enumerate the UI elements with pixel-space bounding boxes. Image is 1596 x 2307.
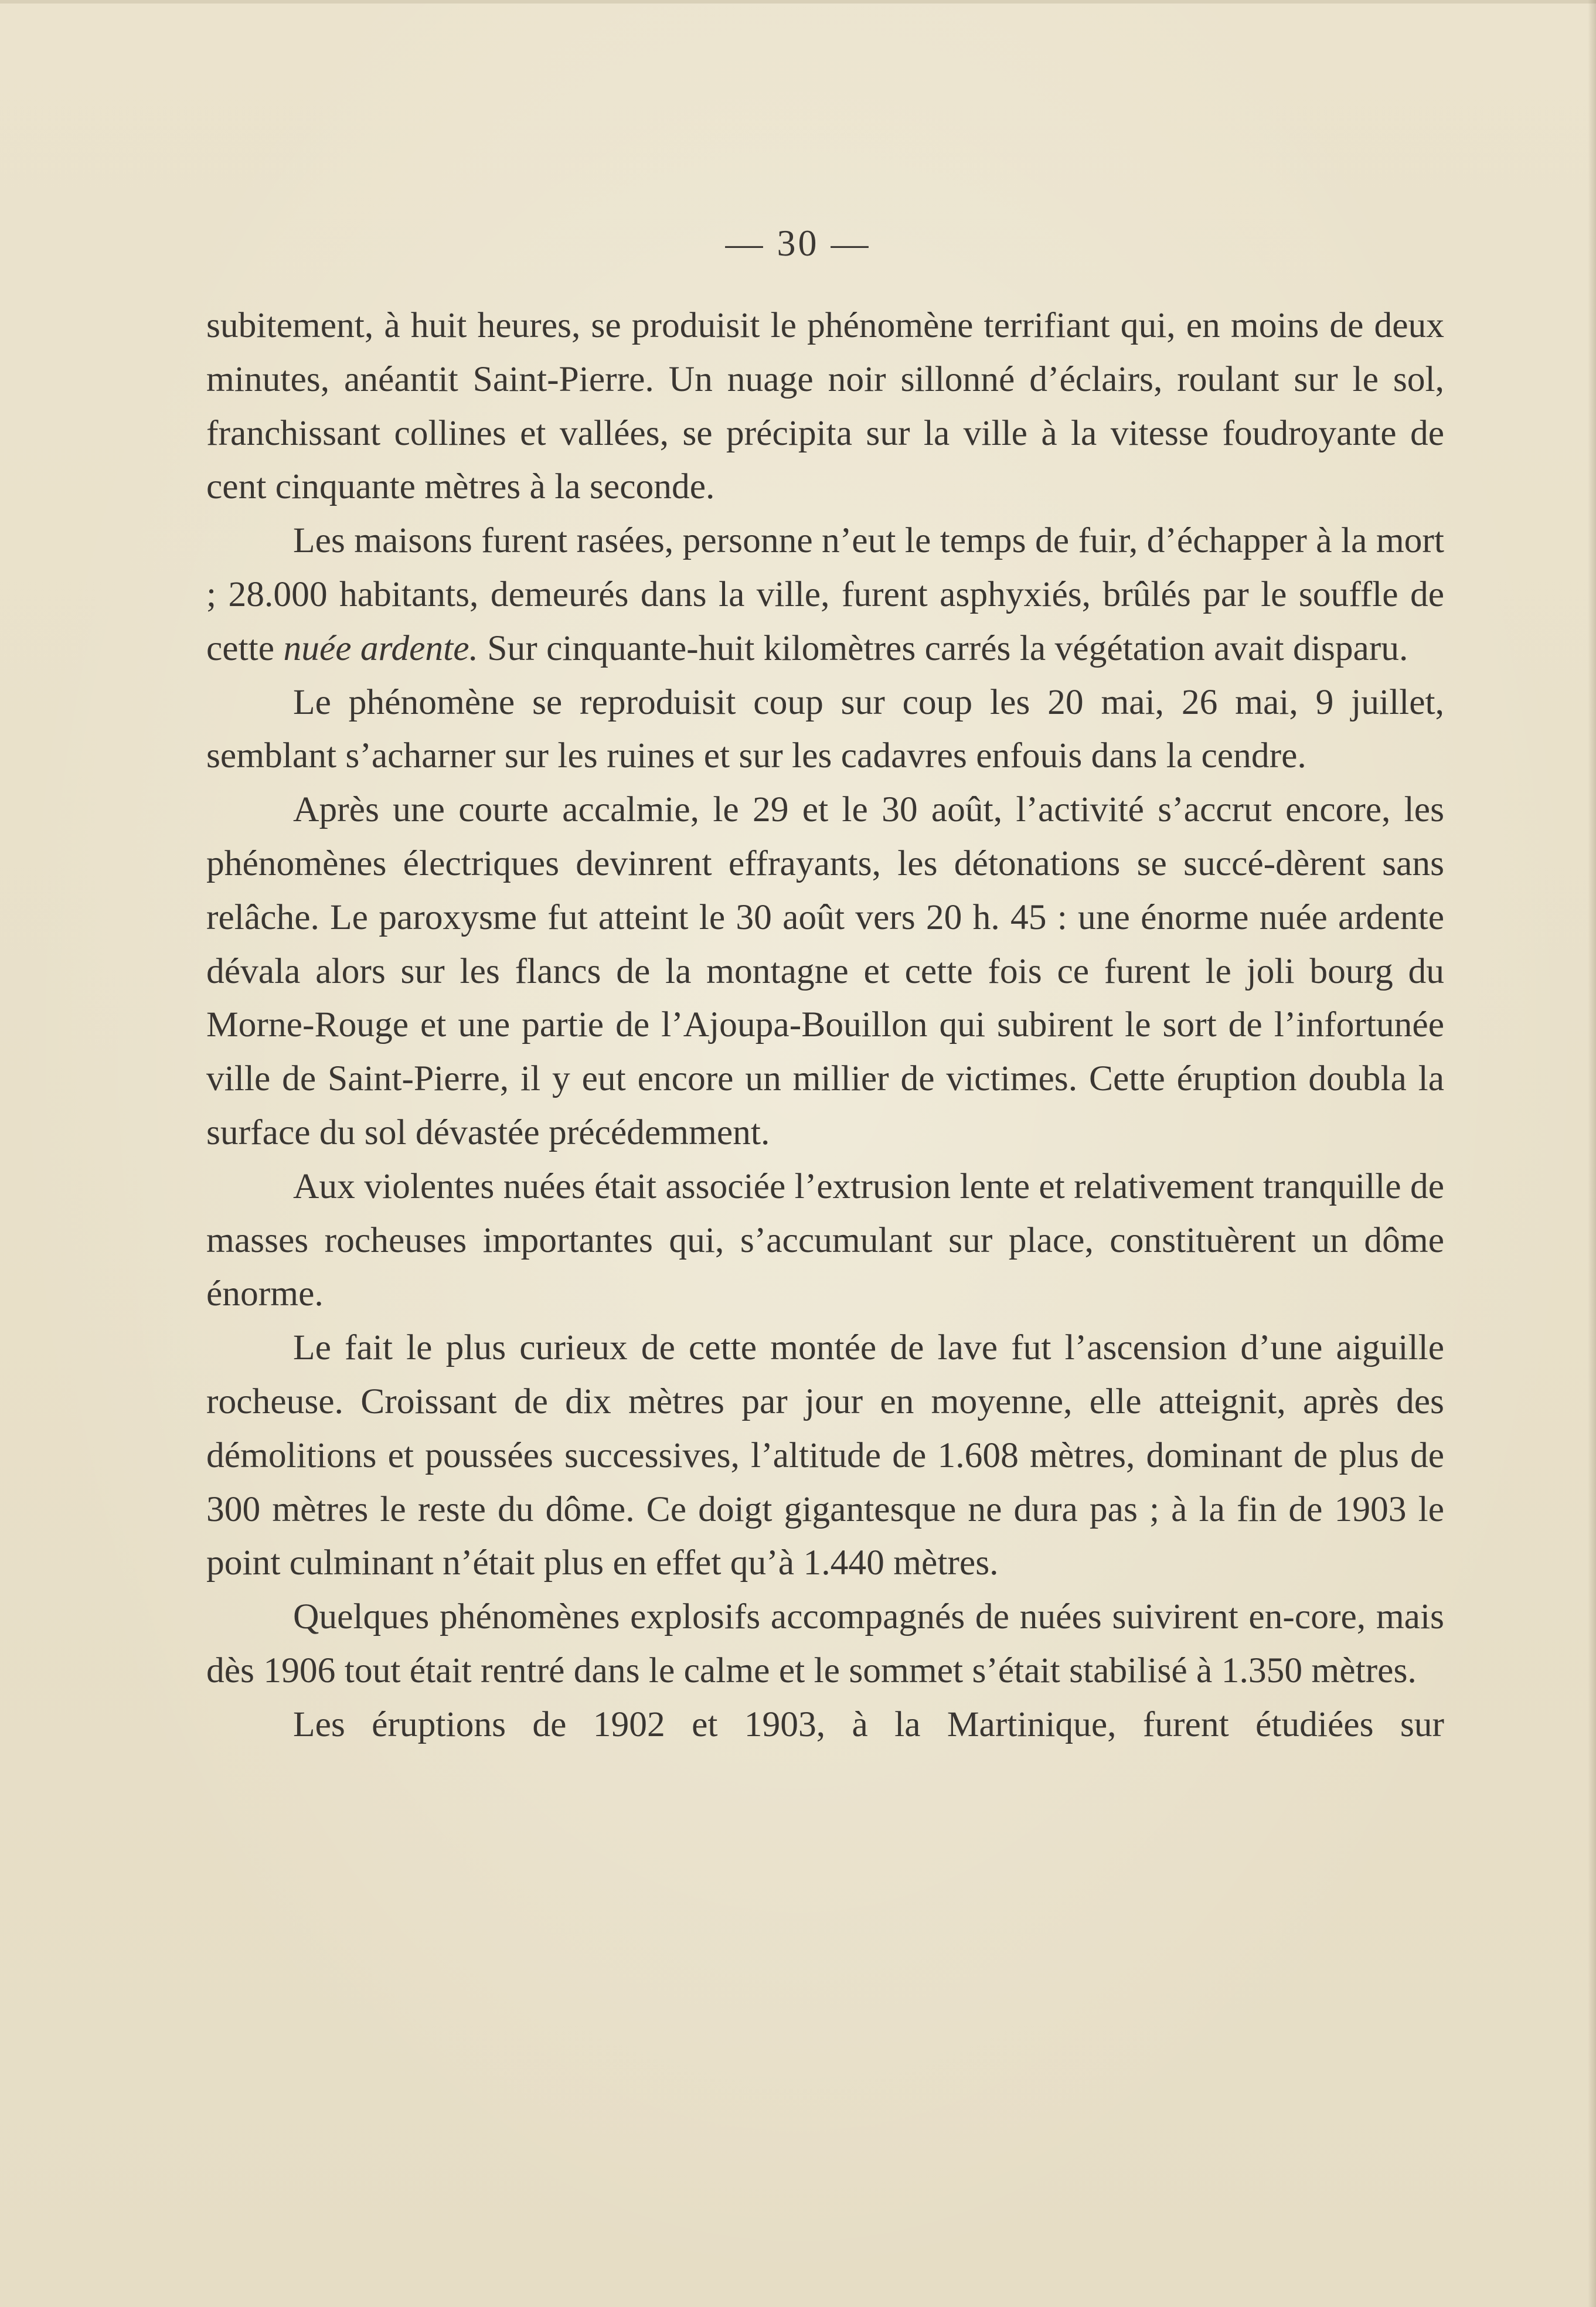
paragraph-7: Quelques phénomènes explosifs accompagnés de nuées suivirent en-core, mais dès 1906 tout était rentré dans le calme et le sommet s’était stabilisé à 1.350 mètres. <box>206 1597 1444 1690</box>
paragraph-2-italic-term: nuée ardente. <box>283 628 478 668</box>
paragraph-2 <box>206 514 1444 675</box>
paragraph-1: subitement, à huit heures, se produisit le phénomène terrifiant qui, en moins de deux minutes, anéantit Saint-Pierre. Un nuage noir sillonné d’éclairs, roulant sur le sol, franchissant collines et vallées, se précipita sur la ville à la vitesse foudroyante de cent cinquante mètres à la seconde. <box>206 305 1444 507</box>
paragraph-3: Le phénomène se reproduisit coup sur coup les 20 mai, 26 mai, 9 juillet, semblant s’acharner sur les ruines et sur les cadavres enfouis dans la cendre. <box>206 682 1444 776</box>
paragraph-5: Aux violentes nuées était associée l’extrusion lente et relativement tranquille de masses rocheuses importantes qui, s’accumulant sur place, constituèrent un dôme énorme. <box>206 1166 1444 1314</box>
paragraph-2-text-after: Sur cinquante-huit kilomètres carrés la végétation avait disparu. <box>478 628 1408 668</box>
paragraph-4: Après une courte accalmie, le 29 et le 30 août, l’activité s’accrut encore, les phénomènes électriques devinrent effrayants, les détonations se succé-dèrent sans relâche. Le paroxysme fut atteint le 30 août vers 20 h. 45 : une énorme nuée ardente dévala alors sur les flancs de la montagne et cette fois ce furent le joli bourg du Morne-Rouge et une partie de l’Ajoupa-Bouillon qui subirent le sort de l’infortunée ville de Saint-Pierre, il y eut encore un millier de victimes. Cette éruption doubla la surface du sol dévastée précédemment. <box>206 790 1444 1152</box>
page-top-edge <box>0 0 1596 4</box>
paragraph-2-text-before: Les maisons furent rasées, personne n’eut le temps de fuir, d’échapper à la mort ; 28.000 habitants, demeurés dans la ville, furent asphyxiés, brûlés par le souffle de cette <box>206 520 1444 668</box>
body-text <box>206 299 1444 1752</box>
paragraph-8: Les éruptions de 1902 et 1903, à la Martinique, furent étudiées sur <box>293 1704 1444 1744</box>
page-right-edge-shadow <box>1588 0 1596 2307</box>
page-number: — 30 — <box>725 222 871 264</box>
paragraph-6: Le fait le plus curieux de cette montée de lave fut l’ascension d’une aiguille rocheuse. Croissant de dix mètres par jour en moyenne, elle atteignit, après des démolitions et poussées successives, l’altitude de 1.608 mètres, dominant de plus de 300 mètres le reste du dôme. Ce doigt gigantesque ne dura pas ; à la fin de 1903 le point culminant n’était plus en effet qu’à 1.440 mètres. <box>206 1328 1444 1583</box>
